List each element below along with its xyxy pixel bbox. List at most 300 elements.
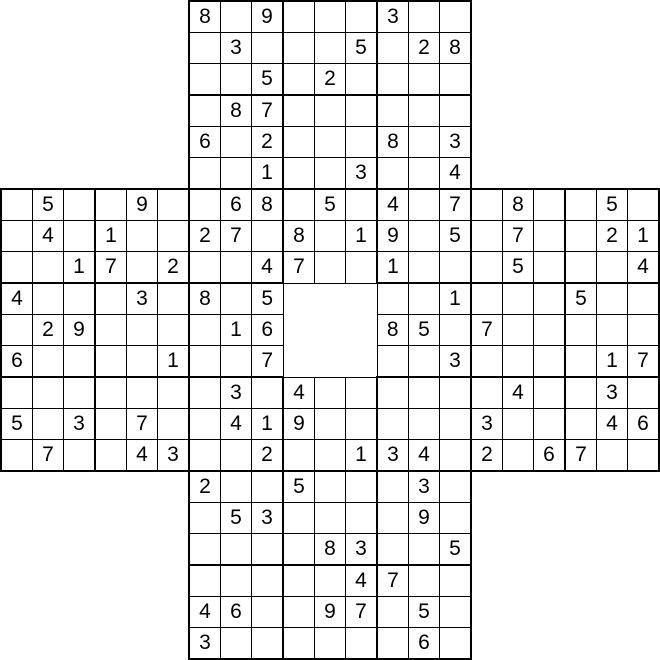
empty-cell[interactable] [346, 64, 378, 96]
empty-cell[interactable] [377, 283, 409, 315]
empty-cell[interactable] [440, 409, 472, 440]
given-digit-cell[interactable]: 4 [597, 409, 628, 440]
given-digit-cell[interactable]: 2 [252, 127, 284, 158]
given-digit-cell[interactable]: 9 [127, 189, 158, 221]
empty-cell[interactable] [377, 534, 409, 566]
empty-cell[interactable] [189, 534, 221, 566]
outside-area [503, 158, 534, 190]
given-digit-cell[interactable]: 2 [189, 471, 221, 503]
empty-cell[interactable] [33, 377, 64, 409]
empty-cell[interactable] [283, 503, 315, 534]
given-digit-cell[interactable]: 8 [503, 189, 534, 221]
empty-cell[interactable] [189, 346, 221, 378]
empty-cell[interactable] [377, 346, 409, 378]
given-digit-cell[interactable]: 4 [252, 252, 284, 284]
empty-cell[interactable] [377, 597, 409, 628]
empty-cell[interactable] [346, 377, 378, 409]
given-digit-cell[interactable]: 8 [252, 189, 284, 221]
empty-cell[interactable] [409, 377, 440, 409]
empty-cell[interactable] [440, 628, 472, 660]
given-digit-cell[interactable]: 2 [33, 315, 64, 346]
empty-cell[interactable] [1, 315, 33, 346]
empty-cell[interactable] [565, 315, 597, 346]
given-digit-cell[interactable]: 7 [252, 346, 284, 378]
empty-cell[interactable] [221, 127, 252, 158]
empty-cell[interactable] [158, 189, 190, 221]
empty-cell[interactable] [565, 252, 597, 284]
given-digit-cell[interactable]: 5 [33, 189, 64, 221]
empty-cell[interactable] [283, 440, 315, 472]
empty-cell[interactable] [409, 409, 440, 440]
empty-cell[interactable] [503, 346, 534, 378]
empty-cell[interactable] [64, 283, 96, 315]
empty-cell[interactable] [283, 565, 315, 597]
empty-cell[interactable] [221, 346, 252, 378]
outside-area [471, 471, 503, 503]
empty-cell[interactable] [1, 440, 33, 472]
empty-cell[interactable] [158, 377, 190, 409]
given-digit-cell[interactable]: 6 [221, 597, 252, 628]
given-digit-cell[interactable]: 3 [409, 471, 440, 503]
empty-cell[interactable] [221, 158, 252, 190]
empty-cell[interactable] [503, 315, 534, 346]
empty-cell[interactable] [377, 409, 409, 440]
empty-cell[interactable] [534, 221, 566, 252]
empty-cell[interactable] [189, 189, 221, 221]
empty-cell[interactable] [409, 64, 440, 96]
empty-cell[interactable] [33, 346, 64, 378]
empty-cell[interactable] [377, 471, 409, 503]
given-digit-cell[interactable]: 5 [252, 64, 284, 96]
empty-cell[interactable] [471, 346, 503, 378]
empty-cell[interactable] [189, 64, 221, 96]
given-digit-cell[interactable]: 4 [221, 409, 252, 440]
given-digit-cell[interactable]: 4 [189, 597, 221, 628]
empty-cell[interactable] [1, 221, 33, 252]
empty-cell[interactable] [127, 377, 158, 409]
given-digit-cell[interactable]: 1 [158, 346, 190, 378]
empty-cell[interactable] [597, 315, 628, 346]
empty-cell[interactable] [252, 377, 284, 409]
center-hole [315, 283, 346, 315]
empty-cell[interactable] [471, 377, 503, 409]
given-digit-cell[interactable]: 1 [440, 283, 472, 315]
outside-area [1, 597, 33, 628]
empty-cell[interactable] [409, 127, 440, 158]
empty-cell[interactable] [377, 33, 409, 64]
empty-cell[interactable] [252, 221, 284, 252]
empty-cell[interactable] [1, 377, 33, 409]
empty-cell[interactable] [127, 252, 158, 284]
given-digit-cell[interactable]: 3 [377, 1, 409, 33]
empty-cell[interactable] [189, 565, 221, 597]
empty-cell[interactable] [252, 471, 284, 503]
given-digit-cell[interactable]: 9 [252, 1, 284, 33]
empty-cell[interactable] [221, 440, 252, 472]
empty-cell[interactable] [409, 158, 440, 190]
empty-cell[interactable] [409, 1, 440, 33]
empty-cell[interactable] [377, 158, 409, 190]
given-digit-cell[interactable]: 6 [189, 127, 221, 158]
given-digit-cell[interactable]: 8 [377, 127, 409, 158]
empty-cell[interactable] [409, 189, 440, 221]
empty-cell[interactable] [158, 283, 190, 315]
empty-cell[interactable] [283, 189, 315, 221]
empty-cell[interactable] [315, 127, 346, 158]
empty-cell[interactable] [409, 95, 440, 127]
given-digit-cell[interactable]: 3 [346, 158, 378, 190]
outside-area [565, 628, 597, 660]
empty-cell[interactable] [597, 440, 628, 472]
given-digit-cell[interactable]: 9 [409, 503, 440, 534]
empty-cell[interactable] [503, 283, 534, 315]
given-digit-cell[interactable]: 7 [95, 252, 127, 284]
empty-cell[interactable] [471, 221, 503, 252]
empty-cell[interactable] [471, 252, 503, 284]
empty-cell[interactable] [33, 283, 64, 315]
empty-cell[interactable] [315, 252, 346, 284]
given-digit-cell[interactable]: 7 [283, 252, 315, 284]
empty-cell[interactable] [315, 377, 346, 409]
given-digit-cell[interactable]: 2 [409, 33, 440, 64]
empty-cell[interactable] [189, 503, 221, 534]
given-digit-cell[interactable]: 5 [440, 221, 472, 252]
given-digit-cell[interactable]: 6 [534, 440, 566, 472]
given-digit-cell[interactable]: 6 [409, 628, 440, 660]
given-digit-cell[interactable]: 3 [471, 409, 503, 440]
empty-cell[interactable] [189, 440, 221, 472]
empty-cell[interactable] [189, 33, 221, 64]
empty-cell[interactable] [346, 127, 378, 158]
empty-cell[interactable] [221, 1, 252, 33]
empty-cell[interactable] [628, 377, 660, 409]
given-digit-cell[interactable]: 5 [221, 503, 252, 534]
given-digit-cell[interactable]: 2 [315, 64, 346, 96]
empty-cell[interactable] [283, 95, 315, 127]
empty-cell[interactable] [221, 64, 252, 96]
empty-cell[interactable] [628, 189, 660, 221]
empty-cell[interactable] [534, 346, 566, 378]
empty-cell[interactable] [377, 503, 409, 534]
empty-cell[interactable] [628, 283, 660, 315]
empty-cell[interactable] [189, 409, 221, 440]
given-digit-cell[interactable]: 8 [377, 315, 409, 346]
empty-cell[interactable] [440, 64, 472, 96]
empty-cell[interactable] [534, 189, 566, 221]
given-digit-cell[interactable]: 5 [252, 283, 284, 315]
empty-cell[interactable] [64, 377, 96, 409]
empty-cell[interactable] [283, 628, 315, 660]
empty-cell[interactable] [440, 252, 472, 284]
outside-area [158, 127, 190, 158]
empty-cell[interactable] [409, 221, 440, 252]
empty-cell[interactable] [1, 252, 33, 284]
given-digit-cell[interactable]: 2 [252, 440, 284, 472]
given-digit-cell[interactable]: 1 [346, 440, 378, 472]
empty-cell[interactable] [440, 503, 472, 534]
empty-cell[interactable] [315, 503, 346, 534]
empty-cell[interactable] [377, 628, 409, 660]
outside-area [158, 33, 190, 64]
empty-cell[interactable] [440, 1, 472, 33]
empty-cell[interactable] [315, 221, 346, 252]
given-digit-cell[interactable]: 5 [409, 597, 440, 628]
empty-cell[interactable] [158, 409, 190, 440]
given-digit-cell[interactable]: 1 [95, 221, 127, 252]
empty-cell[interactable] [565, 221, 597, 252]
given-digit-cell[interactable]: 4 [346, 565, 378, 597]
empty-cell[interactable] [440, 377, 472, 409]
empty-cell[interactable] [189, 158, 221, 190]
empty-cell[interactable] [315, 440, 346, 472]
given-digit-cell[interactable]: 3 [346, 534, 378, 566]
given-digit-cell[interactable]: 8 [189, 1, 221, 33]
given-digit-cell[interactable]: 7 [127, 409, 158, 440]
given-digit-cell[interactable]: 6 [628, 409, 660, 440]
empty-cell[interactable] [409, 252, 440, 284]
empty-cell[interactable] [377, 95, 409, 127]
empty-cell[interactable] [503, 409, 534, 440]
given-digit-cell[interactable]: 7 [503, 221, 534, 252]
empty-cell[interactable] [440, 95, 472, 127]
empty-cell[interactable] [503, 440, 534, 472]
empty-cell[interactable] [346, 628, 378, 660]
empty-cell[interactable] [471, 189, 503, 221]
empty-cell[interactable] [158, 221, 190, 252]
empty-cell[interactable] [64, 189, 96, 221]
empty-cell[interactable] [409, 346, 440, 378]
empty-cell[interactable] [440, 315, 472, 346]
given-digit-cell[interactable]: 4 [628, 252, 660, 284]
empty-cell[interactable] [346, 1, 378, 33]
empty-cell[interactable] [158, 315, 190, 346]
given-digit-cell[interactable]: 1 [377, 252, 409, 284]
empty-cell[interactable] [346, 471, 378, 503]
given-digit-cell[interactable]: 1 [628, 221, 660, 252]
given-digit-cell[interactable]: 4 [33, 221, 64, 252]
empty-cell[interactable] [95, 440, 127, 472]
given-digit-cell[interactable]: 4 [1, 283, 33, 315]
grid-row [1, 158, 659, 190]
empty-cell[interactable] [252, 628, 284, 660]
empty-cell[interactable] [127, 315, 158, 346]
empty-cell[interactable] [283, 597, 315, 628]
empty-cell[interactable] [377, 64, 409, 96]
given-digit-cell[interactable]: 7 [252, 95, 284, 127]
given-digit-cell[interactable]: 8 [221, 95, 252, 127]
empty-cell[interactable] [283, 64, 315, 96]
given-digit-cell[interactable]: 8 [440, 33, 472, 64]
given-digit-cell[interactable]: 6 [252, 315, 284, 346]
given-digit-cell[interactable]: 3 [597, 377, 628, 409]
given-digit-cell[interactable]: 5 [409, 315, 440, 346]
empty-cell[interactable] [283, 158, 315, 190]
given-digit-cell[interactable]: 2 [189, 221, 221, 252]
empty-cell[interactable] [127, 221, 158, 252]
given-digit-cell[interactable]: 7 [346, 597, 378, 628]
empty-cell[interactable] [221, 534, 252, 566]
given-digit-cell[interactable]: 4 [503, 377, 534, 409]
given-digit-cell[interactable]: 3 [440, 346, 472, 378]
given-digit-cell[interactable]: 8 [315, 534, 346, 566]
given-digit-cell[interactable]: 5 [565, 283, 597, 315]
given-digit-cell[interactable]: 5 [597, 189, 628, 221]
given-digit-cell[interactable]: 7 [471, 315, 503, 346]
empty-cell[interactable] [628, 440, 660, 472]
empty-cell[interactable] [95, 189, 127, 221]
given-digit-cell[interactable]: 5 [315, 189, 346, 221]
given-digit-cell[interactable]: 1 [64, 252, 96, 284]
given-digit-cell[interactable]: 1 [346, 221, 378, 252]
empty-cell[interactable] [315, 33, 346, 64]
given-digit-cell[interactable]: 6 [221, 189, 252, 221]
empty-cell[interactable] [440, 565, 472, 597]
empty-cell[interactable] [1, 189, 33, 221]
empty-cell[interactable] [189, 377, 221, 409]
outside-area [503, 64, 534, 96]
given-digit-cell[interactable]: 3 [221, 377, 252, 409]
given-digit-cell[interactable]: 9 [64, 315, 96, 346]
given-digit-cell[interactable]: 9 [283, 409, 315, 440]
given-digit-cell[interactable]: 4 [409, 440, 440, 472]
given-digit-cell[interactable]: 3 [221, 33, 252, 64]
empty-cell[interactable] [565, 189, 597, 221]
given-digit-cell[interactable]: 9 [377, 221, 409, 252]
empty-cell[interactable] [565, 377, 597, 409]
given-digit-cell[interactable]: 3 [252, 503, 284, 534]
empty-cell[interactable] [346, 95, 378, 127]
empty-cell[interactable] [534, 315, 566, 346]
empty-cell[interactable] [252, 33, 284, 64]
given-digit-cell[interactable]: 2 [471, 440, 503, 472]
empty-cell[interactable] [377, 377, 409, 409]
given-digit-cell[interactable]: 3 [189, 628, 221, 660]
empty-cell[interactable] [315, 565, 346, 597]
given-digit-cell[interactable]: 4 [127, 440, 158, 472]
given-digit-cell[interactable]: 6 [1, 346, 33, 378]
empty-cell[interactable] [221, 283, 252, 315]
empty-cell[interactable] [283, 1, 315, 33]
empty-cell[interactable] [315, 1, 346, 33]
given-digit-cell[interactable]: 7 [565, 440, 597, 472]
empty-cell[interactable] [33, 252, 64, 284]
given-digit-cell[interactable]: 7 [440, 189, 472, 221]
empty-cell[interactable] [95, 377, 127, 409]
empty-cell[interactable] [534, 409, 566, 440]
empty-cell[interactable] [315, 409, 346, 440]
empty-cell[interactable] [565, 346, 597, 378]
given-digit-cell[interactable]: 4 [440, 158, 472, 190]
empty-cell[interactable] [189, 315, 221, 346]
empty-cell[interactable] [409, 283, 440, 315]
empty-cell[interactable] [33, 409, 64, 440]
given-digit-cell[interactable]: 4 [283, 377, 315, 409]
given-digit-cell[interactable]: 4 [377, 189, 409, 221]
empty-cell[interactable] [283, 127, 315, 158]
empty-cell[interactable] [534, 377, 566, 409]
empty-cell[interactable] [283, 33, 315, 64]
given-digit-cell[interactable]: 5 [283, 471, 315, 503]
given-digit-cell[interactable]: 7 [377, 565, 409, 597]
given-digit-cell[interactable]: 1 [597, 346, 628, 378]
empty-cell[interactable] [597, 252, 628, 284]
outside-area [503, 534, 534, 566]
given-digit-cell[interactable]: 3 [127, 283, 158, 315]
given-digit-cell[interactable]: 9 [315, 597, 346, 628]
given-digit-cell[interactable]: 3 [158, 440, 190, 472]
given-digit-cell[interactable]: 1 [252, 158, 284, 190]
empty-cell[interactable] [252, 565, 284, 597]
empty-cell[interactable] [440, 471, 472, 503]
given-digit-cell[interactable]: 1 [252, 409, 284, 440]
empty-cell[interactable] [346, 252, 378, 284]
empty-cell[interactable] [95, 409, 127, 440]
empty-cell[interactable] [221, 471, 252, 503]
empty-cell[interactable] [315, 628, 346, 660]
empty-cell[interactable] [95, 315, 127, 346]
empty-cell[interactable] [64, 440, 96, 472]
given-digit-cell[interactable]: 3 [377, 440, 409, 472]
given-digit-cell[interactable]: 7 [33, 440, 64, 472]
empty-cell[interactable] [471, 283, 503, 315]
empty-cell[interactable] [315, 95, 346, 127]
given-digit-cell[interactable]: 7 [628, 346, 660, 378]
given-digit-cell[interactable]: 8 [189, 283, 221, 315]
empty-cell[interactable] [440, 597, 472, 628]
empty-cell[interactable] [440, 440, 472, 472]
empty-cell[interactable] [534, 252, 566, 284]
given-digit-cell[interactable]: 5 [346, 33, 378, 64]
empty-cell[interactable] [221, 565, 252, 597]
given-digit-cell[interactable]: 5 [503, 252, 534, 284]
empty-cell[interactable] [95, 346, 127, 378]
empty-cell[interactable] [409, 565, 440, 597]
empty-cell[interactable] [127, 346, 158, 378]
empty-cell[interactable] [346, 189, 378, 221]
empty-cell[interactable] [409, 534, 440, 566]
given-digit-cell[interactable]: 3 [440, 127, 472, 158]
empty-cell[interactable] [346, 503, 378, 534]
given-digit-cell[interactable]: 2 [597, 221, 628, 252]
given-digit-cell[interactable]: 7 [221, 221, 252, 252]
empty-cell[interactable] [64, 346, 96, 378]
empty-cell[interactable] [346, 409, 378, 440]
given-digit-cell[interactable]: 2 [158, 252, 190, 284]
outside-area [1, 534, 33, 566]
empty-cell[interactable] [315, 158, 346, 190]
given-digit-cell[interactable]: 5 [1, 409, 33, 440]
empty-cell[interactable] [221, 628, 252, 660]
given-digit-cell[interactable]: 8 [283, 221, 315, 252]
empty-cell[interactable] [221, 252, 252, 284]
empty-cell[interactable] [252, 534, 284, 566]
empty-cell[interactable] [252, 597, 284, 628]
empty-cell[interactable] [565, 409, 597, 440]
empty-cell[interactable] [534, 283, 566, 315]
empty-cell[interactable] [95, 283, 127, 315]
given-digit-cell[interactable]: 5 [440, 534, 472, 566]
empty-cell[interactable] [597, 283, 628, 315]
given-digit-cell[interactable]: 3 [64, 409, 96, 440]
empty-cell[interactable] [64, 221, 96, 252]
empty-cell[interactable] [315, 471, 346, 503]
empty-cell[interactable] [283, 534, 315, 566]
empty-cell[interactable] [189, 95, 221, 127]
outside-area [64, 565, 96, 597]
empty-cell[interactable] [189, 252, 221, 284]
given-digit-cell[interactable]: 1 [221, 315, 252, 346]
empty-cell[interactable] [628, 315, 660, 346]
